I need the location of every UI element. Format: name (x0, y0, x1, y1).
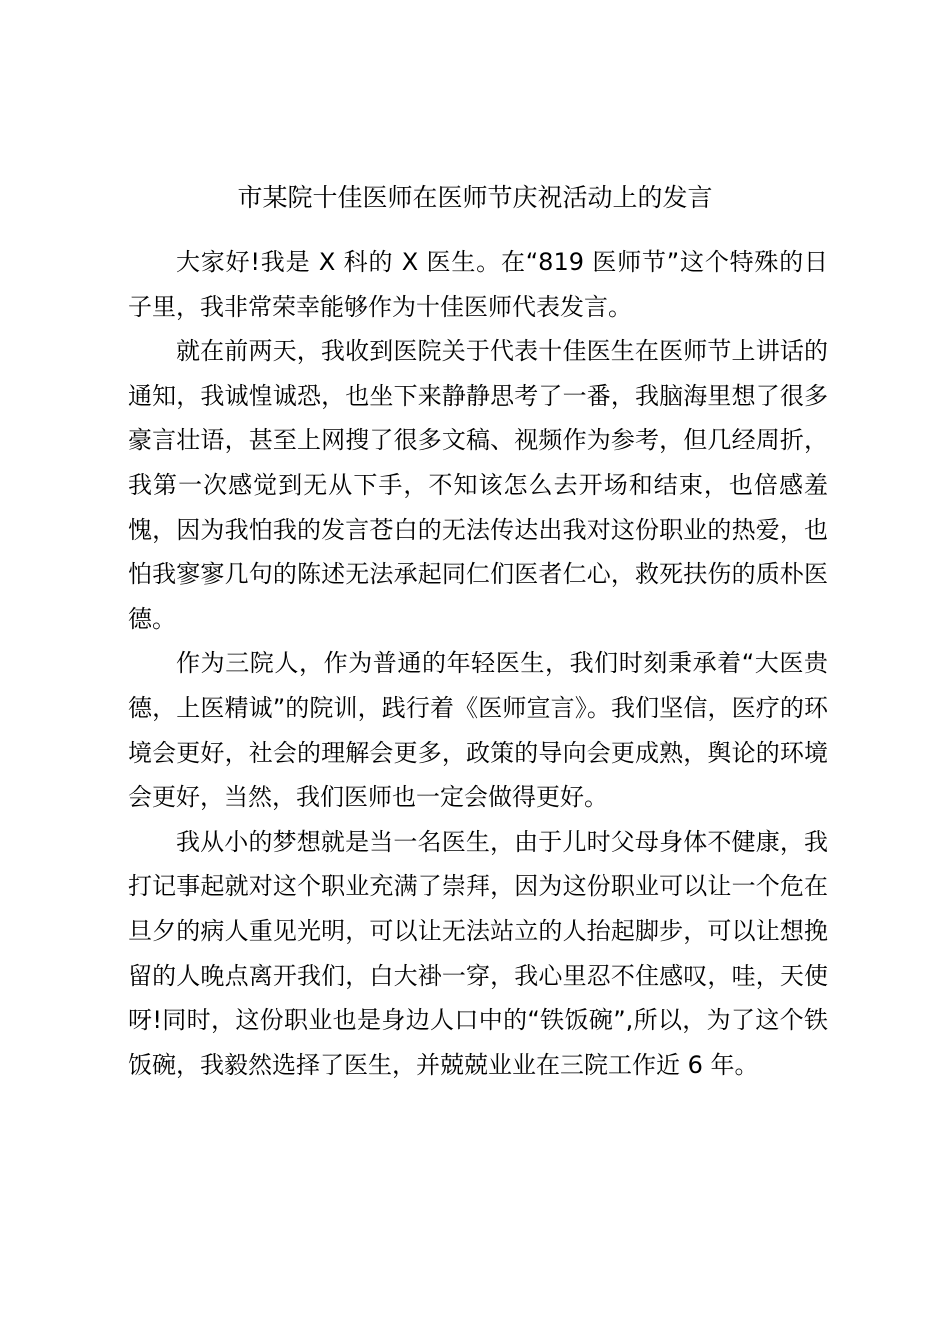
paragraph-greeting: 大家好!我是 X 科的 X 医生。在“819 医师节”这个特殊的日子里，我非常荣幸能够作为十佳医师代表发言。 (128, 248, 828, 321)
paragraph-preparation: 就在前两天，我收到医院关于代表十佳医生在医师节上讲话的通知，我诚惶诚恐，也坐下来静静思考了一番，我脑海里想了很多豪言壮语，甚至上网搜了很多文稿、视频作为参考，但几经周折，我第一次感觉到无从下手，不知该怎么去开场和结束，也倍感羞愧，因为我怕我的发言苍白的无法传达出我对这份职业的热爱，也怕我寥寥几句的陈述无法承起同仁们医者仁心，救死扶伤的质朴医德。 (128, 337, 828, 633)
paragraph-childhood-dream: 我从小的梦想就是当一名医生，由于儿时父母身体不健康，我打记事起就对这个职业充满了崇拜，因为这份职业可以让一个危在旦夕的病人重见光明，可以让无法站立的人抬起脚步，可以让想挽留的人晚点离开我们，白大褂一穿，我心里忍不住感叹，哇，天使呀!同时，这份职业也是身边人口中的“铁饭碗”,所以，为了这个铁饭碗，我毅然选择了医生，并兢兢业业在三院工作近 6 年。 (128, 827, 828, 1079)
document-title: 市某院十佳医师在医师节庆祝活动上的发言 (237, 183, 713, 212)
document-body (128, 240, 828, 1087)
paragraph-hospital-motto: 作为三院人，作为普通的年轻医生，我们时刻秉承着“大医贵德，上医精诚”的院训，践行着《医师宣言》。我们坚信，医疗的环境会更好，社会的理解会更多，政策的导向会更成熟，舆论的环境会更好，当然，我们医师也一定会做得更好。 (128, 649, 828, 812)
